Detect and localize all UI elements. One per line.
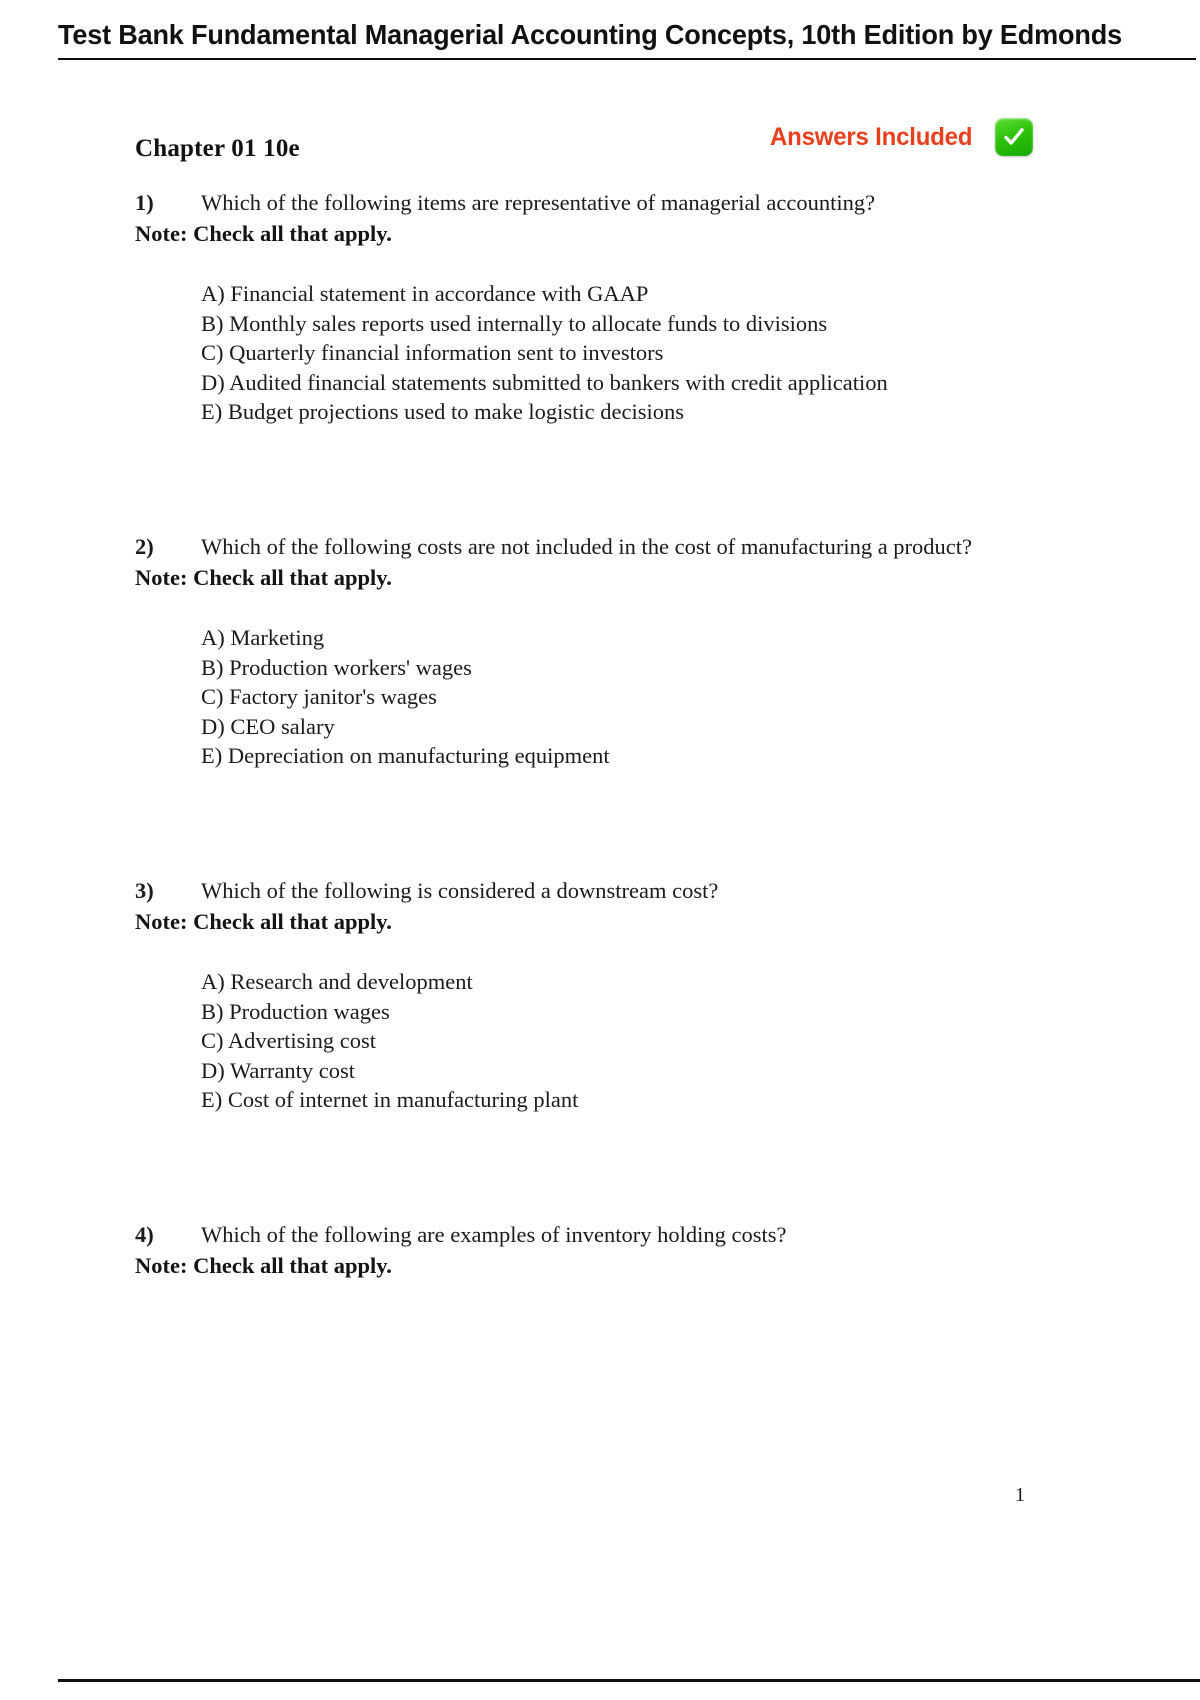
answers-included-label: Answers Included	[770, 122, 973, 151]
question-block	[135, 188, 1135, 427]
question-note: Note: Check all that apply.	[135, 565, 392, 590]
question-note: Note: Check all that apply.	[135, 909, 392, 934]
question-block	[135, 1220, 1135, 1281]
question-note: Note: Check all that apply.	[135, 1253, 392, 1278]
option-item: E) Budget projections used to make logistic decisions	[201, 399, 685, 424]
option-item: D) Audited financial statements submitted to bankers with credit application	[201, 369, 888, 395]
option-item: C) Advertising cost	[201, 1028, 376, 1053]
page-number: 1	[1015, 1484, 1025, 1506]
question-block	[135, 532, 1135, 771]
option-item: C) Quarterly financial information sent to investors	[201, 340, 664, 365]
chapter-title: Chapter 01 10e	[135, 135, 300, 162]
option-item: B) Production workers' wages	[201, 654, 472, 680]
option-list	[135, 279, 1135, 427]
option-item: C) Factory janitor's wages	[201, 684, 437, 709]
option-item: A) Financial statement in accordance with GAAP	[201, 281, 649, 306]
answers-included-badge	[770, 118, 1033, 156]
question-number: 2)	[135, 534, 154, 559]
option-item: A) Research and development	[201, 969, 473, 994]
option-item: A) Marketing	[201, 625, 325, 650]
question-text: Which of the following is considered a downstream cost?	[201, 878, 719, 903]
question-heading	[135, 1220, 1135, 1250]
page-header-title: Test Bank Fundamental Managerial Accounting Concepts, 10th Edition by Edmonds	[58, 19, 1122, 50]
option-item: B) Monthly sales reports used internally to allocate funds to divisions	[201, 310, 828, 336]
question-note: Note: Check all that apply.	[135, 221, 392, 246]
question-heading	[135, 188, 1135, 218]
option-item: D) CEO salary	[201, 713, 335, 739]
green-check-badge-icon	[995, 118, 1033, 156]
option-item: E) Depreciation on manufacturing equipment	[201, 743, 610, 768]
question-number: 4)	[135, 1222, 154, 1247]
question-block	[135, 876, 1135, 1115]
question-number: 1)	[135, 190, 154, 215]
option-list	[135, 623, 1135, 771]
question-number: 3)	[135, 878, 154, 903]
question-text: Which of the following items are representative of managerial accounting?	[201, 190, 876, 215]
option-list	[135, 967, 1135, 1115]
question-heading	[135, 532, 1135, 562]
question-text: Which of the following costs are not included in the cost of manufacturing a product?	[201, 534, 973, 559]
option-item: E) Cost of internet in manufacturing plant	[201, 1087, 579, 1112]
option-item: B) Production wages	[201, 998, 390, 1024]
option-item: D) Warranty cost	[201, 1057, 355, 1083]
footer-divider	[58, 1679, 1200, 1682]
question-text: Which of the following are examples of inventory holding costs?	[201, 1222, 787, 1247]
question-heading	[135, 876, 1135, 906]
